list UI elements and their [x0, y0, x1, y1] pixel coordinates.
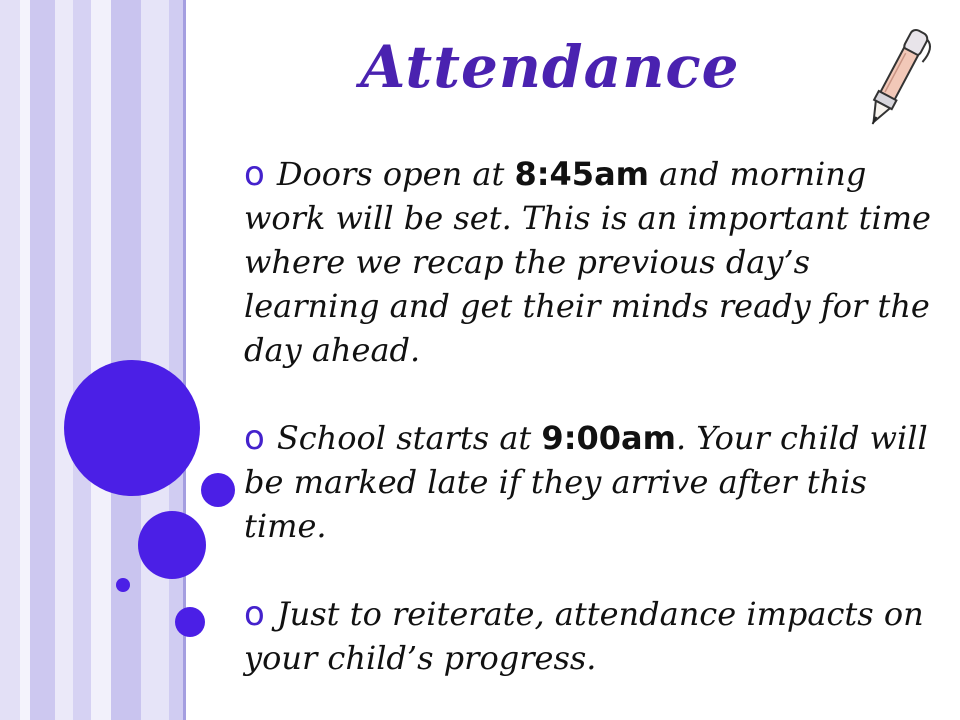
left-stripe-5 — [73, 0, 91, 720]
bullet-marker: o — [244, 154, 265, 194]
bullet-marker: o — [244, 418, 265, 458]
left-stripe-8 — [141, 0, 169, 720]
left-stripe-1 — [0, 0, 20, 720]
doors-open-time: 8:45am — [514, 155, 649, 193]
bullet-text-before: Doors open at — [276, 155, 515, 193]
bullet-text-after: . Your child will be marked late if they arrive after this time. — [244, 419, 928, 545]
slide-title: Attendance — [360, 33, 740, 101]
bullet-attendance-impact — [244, 592, 944, 680]
bullet-list — [244, 152, 944, 680]
decor-circle-small-2 — [175, 607, 205, 637]
bullet-school-starts — [244, 416, 944, 548]
school-start-time: 9:00am — [541, 419, 676, 457]
decor-circle-large — [64, 360, 200, 496]
bullet-text-after: and morning work will be set. This is an important time where we recap the previous day’s learning and get their minds ready for the day ahead. — [244, 155, 931, 369]
decor-circle-tiny — [116, 578, 130, 592]
left-stripe-6 — [91, 0, 111, 720]
bullet-doors-open — [244, 152, 944, 372]
left-stripe-2 — [20, 0, 30, 720]
decor-circle-medium — [138, 511, 206, 579]
left-stripe-4 — [55, 0, 73, 720]
pen-icon — [852, 22, 942, 134]
bullet-marker: o — [244, 594, 265, 634]
bullet-text: Just to reiterate, attendance impacts on your child’s progress. — [244, 595, 924, 677]
left-stripe-3 — [30, 0, 55, 720]
bullet-text-before: School starts at — [276, 419, 542, 457]
decor-circle-small-1 — [201, 473, 235, 507]
